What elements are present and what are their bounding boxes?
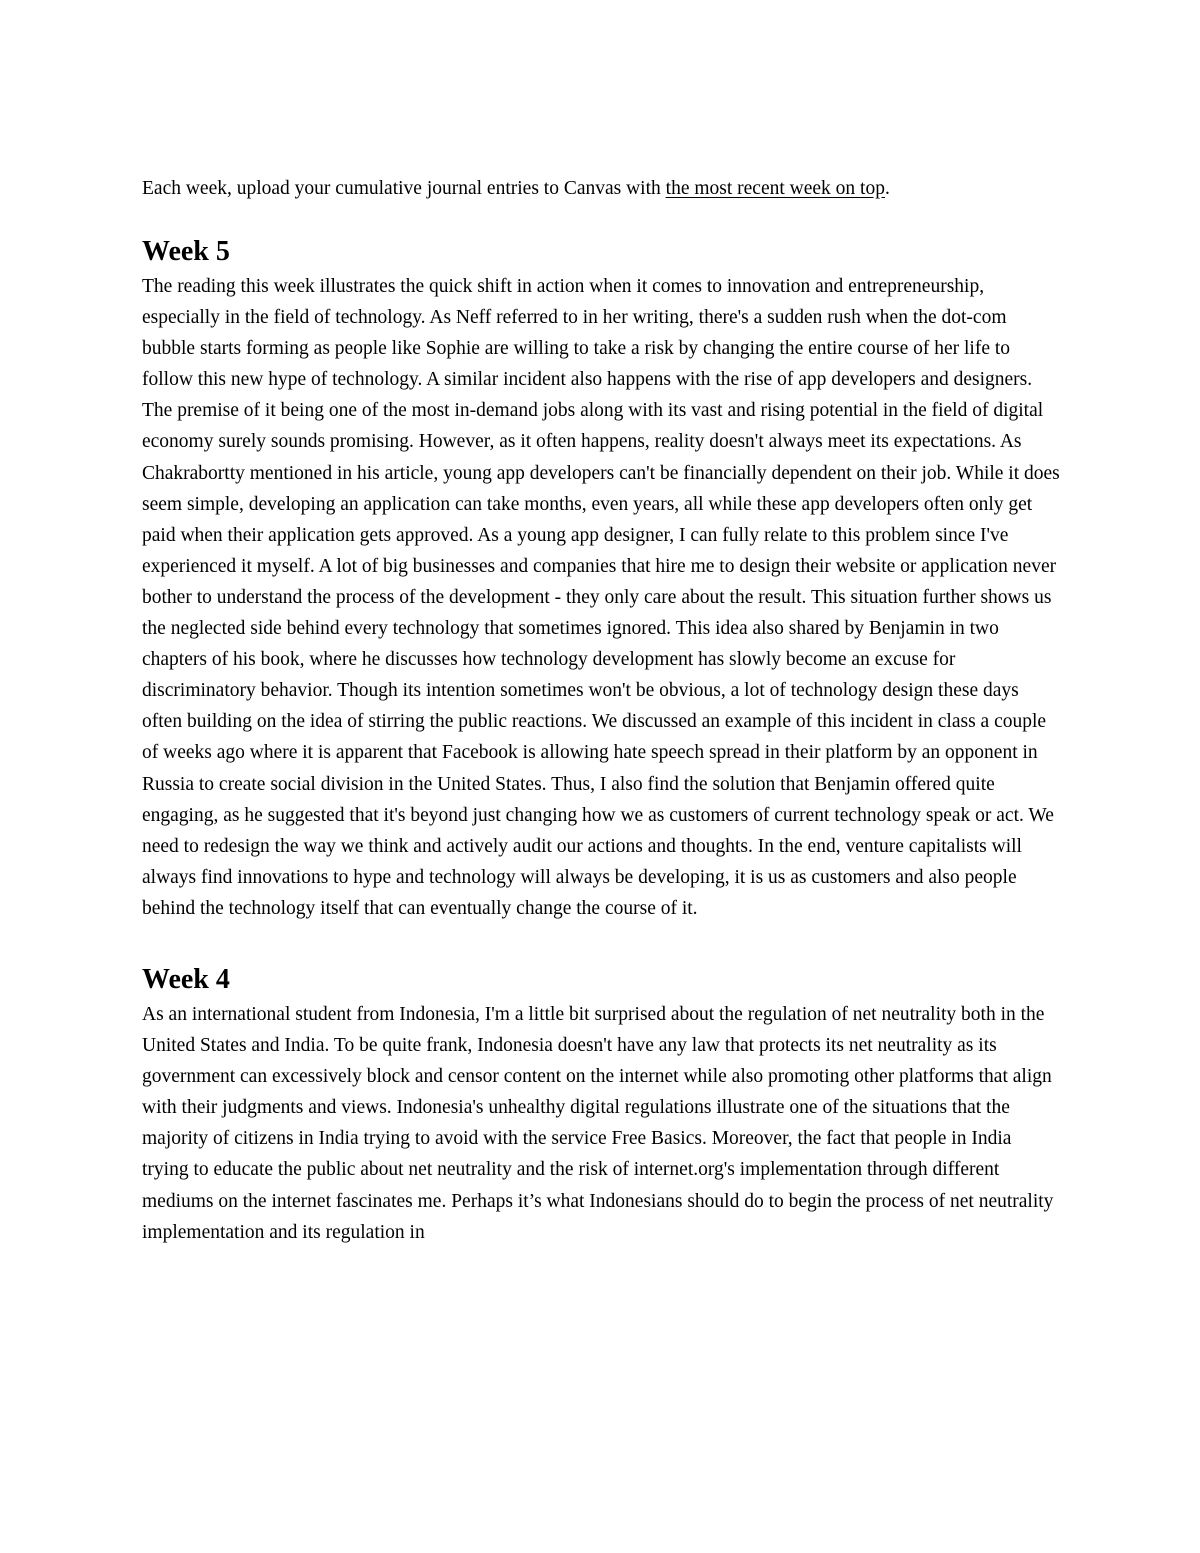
instructions-text xyxy=(142,173,1062,204)
instructions-end: . xyxy=(884,178,890,199)
week-5-heading: Week 5 xyxy=(142,236,230,267)
document-page xyxy=(142,173,1062,1248)
instructions-lead: Each week, upload your cumulative journal entries to Canvas with xyxy=(142,178,666,199)
week-4-entry: As an international student from Indonesia, I'm a little bit surprised about the regulation of net neutrality both in the United States and India. To be quite frank, Indonesia doesn't have any law that protects its net neutrality as its government can excessively block and censor content on the internet while also promoting other platforms that align with their judgments and views. Indonesia's unhealthy digital regulations illustrate one of the situations that the majority of citizens in India trying to avoid with the service Free Basics. Moreover, the fact that people in India trying to educate the public about net neutrality and the risk of internet.org's implementation through different mediums on the internet fascinates me. Perhaps it’s what Indonesians should do to begin the process of net neutrality implementation and its regulation in xyxy=(142,1003,1054,1243)
week-5-entry: The reading this week illustrates the quick shift in action when it comes to innovation and entrepreneurship, especially in the field of technology. As Neff referred to in her writing, there's a sudden rush when the dot-com bubble starts forming as people like Sophie are willing to take a risk by changing the entire course of her life to follow this new hype of technology. A similar incident also happens with the rise of app developers and designers. The premise of it being one of the most in-demand jobs along with its vast and rising potential in the field of digital economy surely sounds promising. However, as it often happens, reality doesn't always meet its expectations. As Chakrabortty mentioned in his article, young app developers can't be financially dependent on their job. While it does seem simple, developing an application can take months, even years, all while these app developers often only get paid when their application gets approved. As a young app designer, I can fully relate to this problem since I've experienced it myself. A lot of big businesses and companies that hire me to design their website or application never bother to understand the process of the development - they only care about the result. This situation further shows us the neglected side behind every technology that sometimes ignored. This idea also shared by Benjamin in two chapters of his book, where he discusses how technology development has slowly become an excuse for discriminatory behavior. Though its intention sometimes won't be obvious, a lot of technology design these days often building on the idea of stirring the public reactions. We discussed an example of this incident in class a couple of weeks ago where it is apparent that Facebook is allowing hate speech spread in their platform by an opponent in Russia to create social division in the United States. Thus, I also find the solution that Benjamin offered quite engaging, as he suggested that it's beyond just changing how we as customers of current technology speak or act. We need to redesign the way we think and actively audit our actions and thoughts. In the end, venture capitalists will always find innovations to hype and technology will always be developing, it is us as customers and also people behind the technology itself that can eventually change the course of it. xyxy=(142,276,1060,919)
week-4-heading: Week 4 xyxy=(142,963,230,995)
instructions-emphasis: the most recent week on top xyxy=(665,178,885,199)
